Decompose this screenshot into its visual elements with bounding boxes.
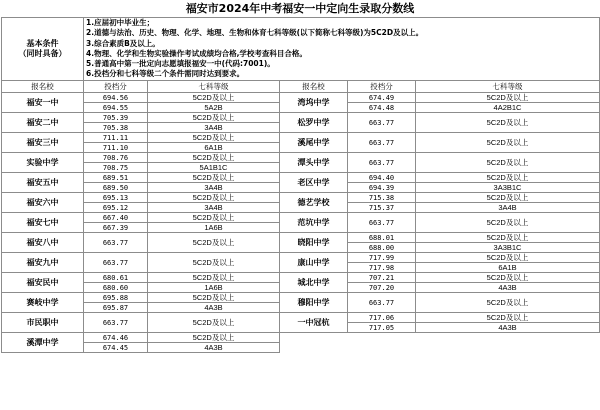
table-row <box>2 273 600 283</box>
table-row <box>2 113 600 123</box>
school-name: 赛岐中学 <box>2 293 84 313</box>
grade-cell: 3A4B <box>148 183 280 193</box>
score-cell: 663.77 <box>348 213 416 233</box>
score-cell: 695.88 <box>84 293 148 303</box>
score-cell: 688.00 <box>348 243 416 253</box>
table-row <box>2 93 600 103</box>
condition-item-2: 2.道德与法治、历史、物理、化学、地理、生物和体育七科等级(以下简称七科等级)为5C2D及以上。 <box>86 28 424 38</box>
grade-cell: 5C2D及以上 <box>148 153 280 163</box>
school-name: 福安六中 <box>2 193 84 213</box>
header-school-right: 报名校 <box>280 81 348 93</box>
grade-cell: 4A3B <box>148 343 280 353</box>
score-cell: 663.77 <box>348 133 416 153</box>
grade-cell: 5A2B <box>148 103 280 113</box>
sheet-title: 福安市2024年中考福安一中定向生录取分数线 <box>185 2 415 15</box>
grade-cell: 5C2D及以上 <box>148 173 280 183</box>
condition-item-6: 6.投档分和七科等级二个条件需同时达到要求。 <box>86 69 245 79</box>
school-name: 松罗中学 <box>280 113 348 133</box>
grade-cell: 5C2D及以上 <box>416 93 600 103</box>
grade-cell: 4A3B <box>416 283 600 293</box>
school-name: 晓阳中学 <box>280 233 348 253</box>
school-name: 潭头中学 <box>280 153 348 173</box>
score-cell: 663.77 <box>348 293 416 313</box>
grade-cell: 6A1B <box>416 263 600 273</box>
table-row <box>2 153 600 163</box>
grade-cell: 5C2D及以上 <box>148 213 280 223</box>
conditions-label-line1: 基本条件 <box>26 39 59 48</box>
grade-cell: 5C2D及以上 <box>148 333 280 343</box>
score-cell: 717.99 <box>348 253 416 263</box>
school-name: 福安二中 <box>2 113 84 133</box>
grade-cell: 5C2D及以上 <box>416 133 600 153</box>
score-cell: 689.50 <box>84 183 148 193</box>
table-row <box>2 213 600 223</box>
school-name: 德艺学校 <box>280 193 348 213</box>
grade-cell: 5C2D及以上 <box>416 313 600 323</box>
school-name: 康山中学 <box>280 253 348 273</box>
header-score-right: 投档分 <box>348 81 416 93</box>
school-name: 实验中学 <box>2 153 84 173</box>
conditions-text <box>84 18 600 81</box>
score-cell: 707.21 <box>348 273 416 283</box>
grade-cell: 5C2D及以上 <box>148 293 280 303</box>
score-cell: 717.06 <box>348 313 416 323</box>
header-row <box>2 81 600 93</box>
school-name: 福安九中 <box>2 253 84 273</box>
school-name: 福安三中 <box>2 133 84 153</box>
table-row <box>2 233 600 243</box>
header-school-left: 报名校 <box>2 81 84 93</box>
score-cell: 689.51 <box>84 173 148 183</box>
condition-item-3: 3.综合素质B及以上。 <box>86 38 160 48</box>
score-cell: 715.37 <box>348 203 416 213</box>
score-cell: 711.11 <box>84 133 148 143</box>
grade-cell: 5C2D及以上 <box>148 253 280 273</box>
score-cell: 663.77 <box>84 233 148 253</box>
table-row <box>2 313 600 323</box>
grade-cell: 5C2D及以上 <box>148 313 280 333</box>
score-cell: 674.48 <box>348 103 416 113</box>
score-cell: 663.77 <box>84 253 148 273</box>
school-name: 福安七中 <box>2 213 84 233</box>
grade-cell: 5C2D及以上 <box>148 113 280 123</box>
grade-cell: 5C2D及以上 <box>148 93 280 103</box>
grade-cell: 5C2D及以上 <box>416 153 600 173</box>
score-cell: 694.40 <box>348 173 416 183</box>
conditions-label-line2: （同时具备） <box>18 49 67 58</box>
score-cell: 717.05 <box>348 323 416 333</box>
table-row <box>2 173 600 183</box>
school-name: 溪尾中学 <box>280 133 348 153</box>
score-cell: 688.01 <box>348 233 416 243</box>
score-cell: 694.56 <box>84 93 148 103</box>
table-row <box>2 253 600 263</box>
score-cell: 667.39 <box>84 223 148 233</box>
school-name: 穆阳中学 <box>280 293 348 313</box>
conditions-row <box>2 18 600 81</box>
grade-cell: 5C2D及以上 <box>416 253 600 263</box>
grade-cell: 5A1B1C <box>148 163 280 173</box>
school-name: 市民职中 <box>2 313 84 333</box>
condition-item-5: 5.普通高中第一批定向志愿填报福安一中(代码:7001)。 <box>86 59 275 69</box>
grade-cell: 5C2D及以上 <box>416 293 600 313</box>
table-row <box>2 133 600 143</box>
grade-cell: 5C2D及以上 <box>148 273 280 283</box>
grade-cell: 6A1B <box>148 143 280 153</box>
school-name: 一中冠杭 <box>280 313 348 333</box>
header-grade-left: 七科等级 <box>148 81 280 93</box>
grade-cell: 3A3B1C <box>416 183 600 193</box>
grade-cell: 4A2B1C <box>416 103 600 113</box>
header-grade-right: 七科等级 <box>416 81 600 93</box>
school-name: 福安民中 <box>2 273 84 293</box>
school-name: 老区中学 <box>280 173 348 193</box>
table-row <box>2 293 600 303</box>
school-name: 溪潭中学 <box>2 333 84 353</box>
school-name: 福安一中 <box>2 93 84 113</box>
grade-cell: 5C2D及以上 <box>416 193 600 203</box>
score-cell: 694.55 <box>84 103 148 113</box>
school-name: 湾坞中学 <box>280 93 348 113</box>
score-cell: 708.76 <box>84 153 148 163</box>
score-cell: 680.61 <box>84 273 148 283</box>
grade-cell: 5C2D及以上 <box>416 173 600 183</box>
score-cell: 715.38 <box>348 193 416 203</box>
grade-cell: 3A4B <box>416 203 600 213</box>
score-cell: 707.20 <box>348 283 416 293</box>
grade-cell: 5C2D及以上 <box>416 233 600 243</box>
table-row <box>2 193 600 203</box>
grade-cell: 5C2D及以上 <box>416 213 600 233</box>
condition-item-4: 4.物理、化学和生物实验操作考试成绩均合格,学校考查科目合格。 <box>86 48 307 58</box>
grade-cell: 3A4B <box>148 123 280 133</box>
score-cell: 694.39 <box>348 183 416 193</box>
school-name: 城北中学 <box>280 273 348 293</box>
score-cell: 695.12 <box>84 203 148 213</box>
score-cell: 705.38 <box>84 123 148 133</box>
score-cell: 674.46 <box>84 333 148 343</box>
school-name: 福安八中 <box>2 233 84 253</box>
score-cell: 663.77 <box>84 313 148 333</box>
grade-cell: 5C2D及以上 <box>148 133 280 143</box>
score-cell: 708.75 <box>84 163 148 173</box>
grade-cell: 5C2D及以上 <box>416 273 600 283</box>
score-cell: 674.45 <box>84 343 148 353</box>
grade-cell: 4A3B <box>416 323 600 333</box>
grade-cell: 1A6B <box>148 283 280 293</box>
score-cell: 717.98 <box>348 263 416 273</box>
score-cell: 695.13 <box>84 193 148 203</box>
grade-cell: 1A6B <box>148 223 280 233</box>
header-score-left: 投档分 <box>84 81 148 93</box>
score-cell: 680.60 <box>84 283 148 293</box>
score-cell: 663.77 <box>348 113 416 133</box>
grade-cell: 3A3B1C <box>416 243 600 253</box>
grade-cell: 5C2D及以上 <box>148 233 280 253</box>
grade-cell: 4A3B <box>148 303 280 313</box>
grade-cell: 5C2D及以上 <box>416 113 600 133</box>
score-cell: 667.40 <box>84 213 148 223</box>
score-cell: 695.87 <box>84 303 148 313</box>
school-name: 福安五中 <box>2 173 84 193</box>
score-table <box>1 17 600 353</box>
conditions-label <box>2 18 84 81</box>
score-cell: 663.77 <box>348 153 416 173</box>
grade-cell: 3A4B <box>148 203 280 213</box>
score-cell: 711.10 <box>84 143 148 153</box>
score-cell: 674.49 <box>348 93 416 103</box>
school-name: 范坑中学 <box>280 213 348 233</box>
table-row <box>2 333 600 343</box>
score-cell: 705.39 <box>84 113 148 123</box>
condition-item-1: 1.应届初中毕业生； <box>86 18 155 27</box>
grade-cell: 5C2D及以上 <box>148 193 280 203</box>
empty-area <box>280 333 600 353</box>
